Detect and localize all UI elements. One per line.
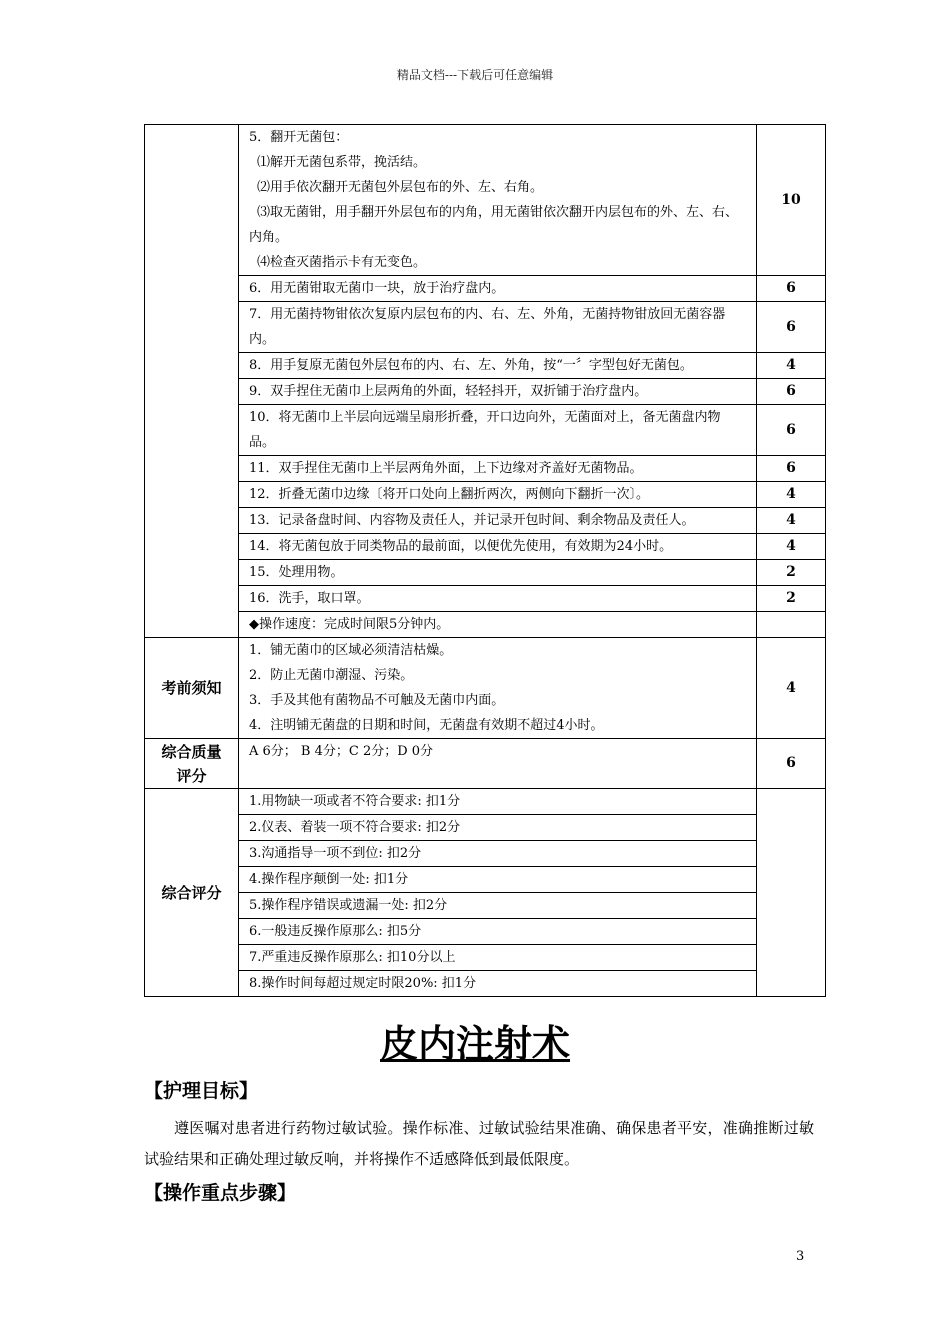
score-cell: 2: [757, 560, 826, 586]
table-row: [145, 945, 826, 971]
deduction-item: 8.操作时间每超过规定时限20%: 扣1分: [239, 971, 757, 997]
score-cell: 4: [757, 534, 826, 560]
step-cell: 12．折叠无菌巾边缘〔将开口处向上翻折两次，两侧向下翻折一次〕。: [239, 482, 757, 508]
step-cell: 16．洗手，取口罩。: [239, 586, 757, 612]
step-line: ⑴解开无菌包系带，挽活结。: [257, 155, 427, 170]
step-line: ⑶取无菌钳，用手翻开外层包布的内角，用无菌钳依次翻开内层包布的外、左、右、内角。: [249, 205, 739, 245]
section-heading-goal: 【护理目标】: [144, 1080, 259, 1102]
score-cell: 2: [757, 586, 826, 612]
quality-row: [145, 739, 826, 789]
table-row: [145, 841, 826, 867]
category-cell: [145, 125, 239, 638]
goal-paragraph: 遵医嘱对患者进行药物过敏试验。操作标准、过敏试验结果准确、确保患者平安，准确推断过敏试验结果和正确处理过敏反响，并将操作不适感降低到最低限度。: [144, 1119, 814, 1168]
table-row: [145, 867, 826, 893]
step-cell: ◆操作速度：完成时间限5分钟内。: [239, 612, 757, 638]
notes-cell: [239, 638, 757, 739]
note-line: 2．防止无菌巾潮湿、污染。: [249, 668, 414, 683]
table-row: [145, 971, 826, 997]
step-cell: 13．记录备盘时间、内容物及责任人，并记录开包时间、剩余物品及责任人。: [239, 508, 757, 534]
score-cell: 6: [757, 405, 826, 456]
note-line: 3．手及其他有菌物品不可触及无菌巾内面。: [249, 693, 505, 708]
deduction-item: 1.用物缺一项或者不符合要求: 扣1分: [239, 789, 757, 815]
table-row: [145, 276, 826, 302]
step-line: 5．翻开无菌包：: [249, 130, 349, 145]
step-line: ⑵用手依次翻开无菌包外层包布的外、左、右角。: [257, 180, 544, 195]
score-cell: 10: [757, 125, 826, 276]
step-line: ⑷检查灭菌指示卡有无变色。: [257, 255, 427, 270]
step-cell: 8．用手复原无菌包外层包布的内、右、左、外角，按“一〞字型包好无菌包。: [239, 353, 757, 379]
score-cell: 4: [757, 482, 826, 508]
document-title: 皮内注射术: [379, 1022, 570, 1066]
quality-cell: A 6分； B 4分；C 2分；D 0分: [239, 739, 757, 789]
step-cell: 14．将无菌包放于同类物品的最前面，以便优先使用，有效期为24小时。: [239, 534, 757, 560]
note-line: 4．注明铺无菌盘的日期和时间，无菌盘有效期不超过4小时。: [249, 718, 604, 733]
step-cell: 6．用无菌钳取无菌巾一块，放于治疗盘内。: [239, 276, 757, 302]
quality-category: 综合质量评分: [145, 739, 239, 789]
step-cell: 15．处理用物。: [239, 560, 757, 586]
score-cell: 6: [757, 456, 826, 482]
table-row: [145, 379, 826, 405]
deduction-item: 4.操作程序颠倒一处: 扣1分: [239, 867, 757, 893]
table-row: [145, 789, 826, 815]
table-row: [145, 919, 826, 945]
notes-row: [145, 638, 826, 739]
table-row: [145, 302, 826, 353]
score-cell: 4: [757, 508, 826, 534]
table-row: [145, 586, 826, 612]
table-row: [145, 508, 826, 534]
notes-category: 考前须知: [145, 638, 239, 739]
step-cell: 10．将无菌巾上半层向远端呈扇形折叠，开口边向外，无菌面对上，备无菌盘内物品。: [239, 405, 757, 456]
table-row: [145, 612, 826, 638]
table-row: [145, 534, 826, 560]
score-cell: [757, 612, 826, 638]
table-row: [145, 815, 826, 841]
page-header: 精品文档---下载后可任意编辑: [396, 68, 554, 82]
step-cell: 7．用无菌持物钳依次复原内层包布的内、右、左、外角，无菌持物钳放回无菌容器内。: [239, 302, 757, 353]
step-cell: 9．双手捏住无菌巾上层两角的外面，轻轻抖开，双折铺于治疗盘内。: [239, 379, 757, 405]
deduction-item: 6.一般违反操作原那么: 扣5分: [239, 919, 757, 945]
overall-category: 综合评分: [145, 789, 239, 997]
deduction-item: 2.仪表、着装一项不符合要求: 扣2分: [239, 815, 757, 841]
deduction-item: 5.操作程序错误或遗漏一处: 扣2分: [239, 893, 757, 919]
score-cell: 6: [757, 302, 826, 353]
score-cell: 6: [757, 739, 826, 789]
score-cell: 4: [757, 353, 826, 379]
table-row: [145, 893, 826, 919]
table-row: [145, 482, 826, 508]
step-cell: 11．双手捏住无菌巾上半层两角外面，上下边缘对齐盖好无菌物品。: [239, 456, 757, 482]
table-row: [145, 560, 826, 586]
table-row: [145, 405, 826, 456]
table-row: [145, 353, 826, 379]
note-line: 1．铺无菌巾的区域必须清洁枯燥。: [249, 643, 453, 658]
deduction-item: 7.严重违反操作原那么: 扣10分以上: [239, 945, 757, 971]
score-cell: [757, 789, 826, 997]
table-row: [145, 125, 826, 276]
scoring-table: [144, 124, 826, 997]
score-cell: 6: [757, 379, 826, 405]
section-heading-steps: 【操作重点步骤】: [144, 1182, 297, 1204]
deduction-item: 3.沟通指导一项不到位: 扣2分: [239, 841, 757, 867]
page-number: 3: [796, 1249, 805, 1264]
step-cell: [239, 125, 757, 276]
score-cell: 6: [757, 276, 826, 302]
score-cell: 4: [757, 638, 826, 739]
table-row: [145, 456, 826, 482]
